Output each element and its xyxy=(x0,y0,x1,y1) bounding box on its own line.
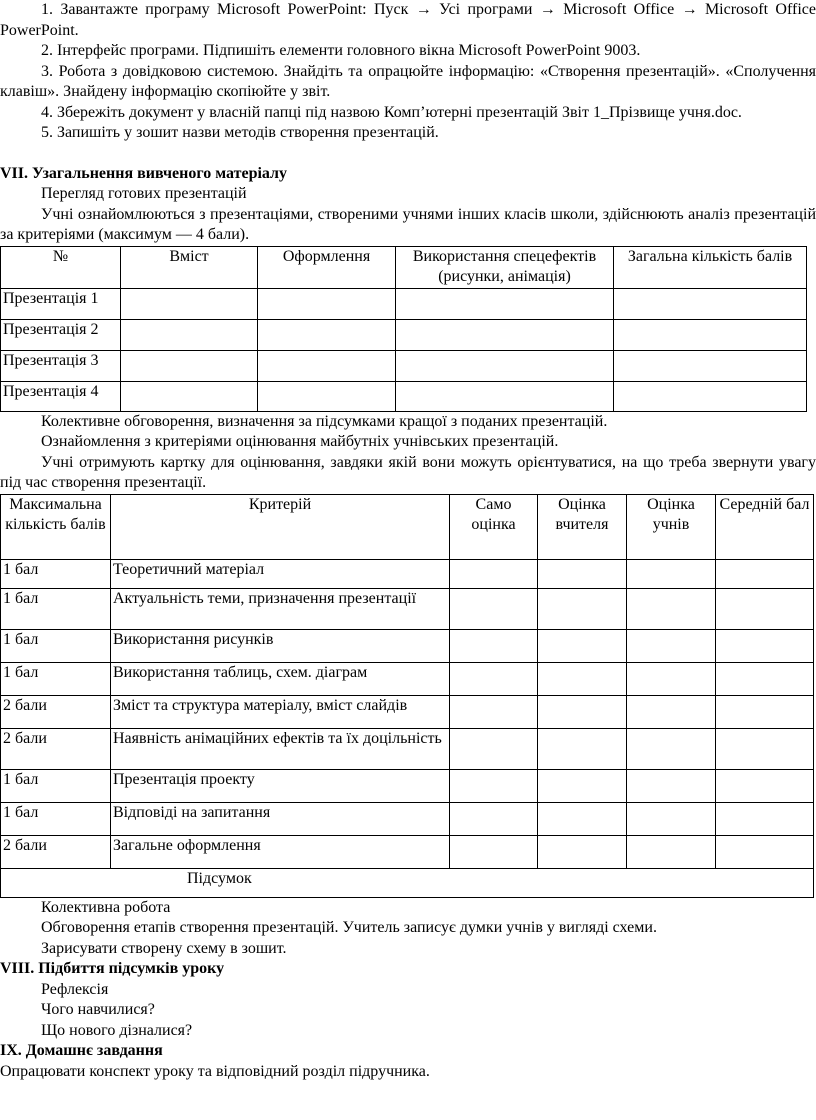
table-cell xyxy=(716,695,814,728)
table-cell xyxy=(396,319,614,350)
table-cell xyxy=(716,769,814,802)
step-2: 2. Інтерфейс програми. Підпишіть елементи головного вікна Microsoft PowerPoint 9003. xyxy=(41,42,641,59)
row-label: Презентація 4 xyxy=(1,381,121,411)
table-cell xyxy=(258,381,396,411)
table-cell xyxy=(716,802,814,835)
table-row xyxy=(1,662,814,695)
table-cell xyxy=(538,769,627,802)
criteria-paragraph: Ознайомлення з критеріями оцінювання майбутніх учнівських презентацій. xyxy=(41,433,559,450)
table-header-row xyxy=(1,494,814,559)
criterion-cell: Використання рисунків xyxy=(111,629,450,662)
column-header-criterion: Критерій xyxy=(111,494,450,559)
table-cell xyxy=(258,288,396,319)
evaluation-card-paragraph: Учні отримують картку для оцінювання, завдяки якій вони можуть орієнтуватися, на що треба звернути увагу під час створення презентації. xyxy=(0,453,816,491)
table-row xyxy=(1,835,814,868)
column-header-effects: Використання спецефектів (рисунки, анімація) xyxy=(396,246,614,288)
table-row xyxy=(1,381,807,411)
table-cell xyxy=(450,802,538,835)
table-cell xyxy=(538,629,627,662)
points-cell: 1 бал xyxy=(1,629,111,662)
section-9-heading: IX. Домашнє завдання xyxy=(0,1042,163,1059)
table-cell xyxy=(538,662,627,695)
criterion-cell: Презентація проекту xyxy=(111,769,450,802)
table-cell xyxy=(627,802,716,835)
row-label: Презентація 3 xyxy=(1,350,121,381)
table-cell xyxy=(450,728,538,769)
column-header-self-score: Само оцінка xyxy=(450,494,538,559)
step-4: 4. Збережіть документ у власній папці під назвою Комп’ютерні презентацій Звіт 1_Прізвище учня.doc. xyxy=(41,103,742,121)
reflection-item: Що нового дізналися? xyxy=(41,1021,193,1039)
column-header-total: Загальна кількість балів xyxy=(614,246,807,288)
table-cell xyxy=(716,588,814,629)
table-row xyxy=(1,588,814,629)
criterion-cell: Загальне оформлення xyxy=(111,835,450,868)
table-cell xyxy=(258,350,396,381)
draw-scheme-text: Зарисувати створену схему в зошит. xyxy=(41,939,287,957)
column-header-max-points: Максимальна кількість балів xyxy=(1,494,111,559)
section-7-intro: Учні ознайомлюються з презентаціями, створеними учнями інших класів школи, здійснюють аналіз презентацій за критеріями (максимум — 4 бали). xyxy=(0,205,816,243)
table-cell xyxy=(396,350,614,381)
table-cell xyxy=(538,695,627,728)
points-cell: 1 бал xyxy=(1,588,111,629)
reflection-item: Рефлексія xyxy=(41,980,109,998)
collective-work-text: Колективна робота xyxy=(41,898,171,916)
table-cell xyxy=(538,559,627,588)
discussion-paragraph: Колективне обговорення, визначення за підсумками кращої з поданих презентацій. xyxy=(41,412,608,430)
points-cell: 1 бал xyxy=(1,769,111,802)
table-row xyxy=(1,629,814,662)
table-cell xyxy=(627,588,716,629)
table-cell xyxy=(450,588,538,629)
criterion-cell: Наявність анімаційних ефектів та їх доцільність xyxy=(111,728,450,769)
presentation-evaluation-table xyxy=(0,246,807,412)
step-5: 5. Запишіть у зошит назви методів створення презентацій. xyxy=(41,124,439,141)
table-row xyxy=(1,559,814,588)
table-cell xyxy=(396,288,614,319)
table-cell xyxy=(627,728,716,769)
table-cell xyxy=(614,288,807,319)
table-cell xyxy=(716,629,814,662)
criterion-cell: Актуальність теми, призначення презентації xyxy=(111,588,450,629)
table-cell xyxy=(121,288,258,319)
table-cell xyxy=(121,350,258,381)
table-cell xyxy=(627,769,716,802)
column-header-number: № xyxy=(1,246,121,288)
table-cell xyxy=(716,662,814,695)
table-cell xyxy=(614,350,807,381)
table-cell xyxy=(627,835,716,868)
row-label: Презентація 2 xyxy=(1,319,121,350)
table-cell xyxy=(627,629,716,662)
step-1: 1. Завантажте програму Microsoft PowerPoint: Пуск → Усі програми → Microsoft Office → Microsoft Office PowerPoint. xyxy=(0,1,816,39)
table-cell xyxy=(450,662,538,695)
column-header-content: Вміст xyxy=(121,246,258,288)
points-cell: 1 бал xyxy=(1,662,111,695)
table-header-row xyxy=(1,246,807,288)
points-cell: 1 бал xyxy=(1,802,111,835)
column-header-students-score: Оцінка учнів xyxy=(627,494,716,559)
section-7-subheading: Перегляд готових презентацій xyxy=(41,185,247,202)
table-cell xyxy=(716,728,814,769)
total-label: Підсумок xyxy=(1,868,814,897)
points-cell: 2 бали xyxy=(1,695,111,728)
homework-text: Опрацювати конспект уроку та відповідний розділ підручника. xyxy=(0,1062,430,1080)
table-row xyxy=(1,802,814,835)
column-header-average: Середній бал xyxy=(716,494,814,559)
criterion-cell: Теоретичний матеріал xyxy=(111,559,450,588)
table-row xyxy=(1,350,807,381)
table-cell xyxy=(450,629,538,662)
table-cell xyxy=(627,559,716,588)
points-cell: 1 бал xyxy=(1,559,111,588)
table-row xyxy=(1,288,807,319)
table-cell xyxy=(627,662,716,695)
table-cell xyxy=(450,559,538,588)
criterion-cell: Відповіді на запитання xyxy=(111,802,450,835)
table-cell xyxy=(538,802,627,835)
table-cell xyxy=(121,381,258,411)
table-cell xyxy=(258,319,396,350)
table-row xyxy=(1,319,807,350)
table-cell xyxy=(716,835,814,868)
table-cell xyxy=(538,588,627,629)
criterion-cell: Зміст та структура матеріалу, вміст слайдів xyxy=(111,695,450,728)
table-cell xyxy=(627,695,716,728)
table-cell xyxy=(538,728,627,769)
criteria-table xyxy=(0,494,814,898)
total-row xyxy=(1,868,814,897)
table-cell xyxy=(538,835,627,868)
column-header-design: Оформлення xyxy=(258,246,396,288)
step-3: 3. Робота з довідковою системою. Знайдіть та опрацюйте інформацію: «Створення презентацій». «Сполучення клавіш». Знайдену інформацію скопіюйте у звіт. xyxy=(0,62,816,100)
section-7-heading: VII. Узагальнення вивченого матеріалу xyxy=(0,164,288,182)
table-cell xyxy=(450,835,538,868)
points-cell: 2 бали xyxy=(1,728,111,769)
table-cell xyxy=(716,559,814,588)
table-row xyxy=(1,728,814,769)
criterion-cell: Використання таблиць, схем. діаграм xyxy=(111,662,450,695)
table-cell xyxy=(396,381,614,411)
section-8-heading: VIII. Підбиття підсумків уроку xyxy=(0,960,225,977)
table-row xyxy=(1,695,814,728)
discussion-stages-text: Обговорення етапів створення презентацій. Учитель записує думки учнів у вигляді схеми. xyxy=(41,919,657,936)
table-cell xyxy=(614,381,807,411)
table-cell xyxy=(121,319,258,350)
column-header-teacher-score: Оцінка вчителя xyxy=(538,494,627,559)
table-cell xyxy=(450,695,538,728)
table-row xyxy=(1,769,814,802)
reflection-item: Чого навчилися? xyxy=(41,1001,155,1018)
row-label: Презентація 1 xyxy=(1,288,121,319)
table-cell xyxy=(450,769,538,802)
points-cell: 2 бали xyxy=(1,835,111,868)
table-cell xyxy=(614,319,807,350)
